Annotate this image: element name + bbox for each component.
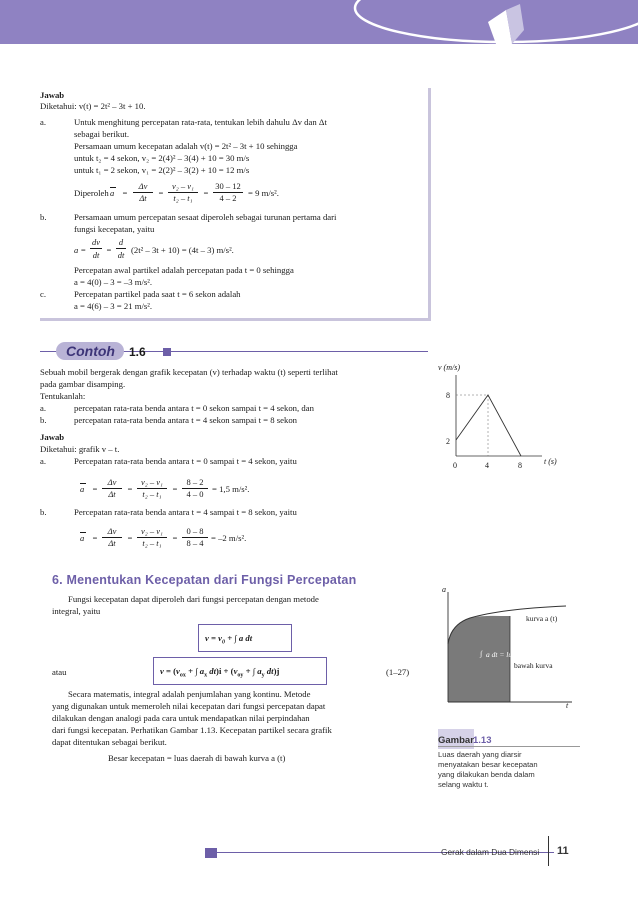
fig-xlabel: t: [566, 701, 569, 710]
footer-divider: [548, 836, 549, 866]
paragraph-line: yang digunakan untuk memeroleh nilai kecepatan dari fungsi percepatan dapat: [52, 701, 326, 711]
caption-line: selang waktu t.: [438, 780, 489, 789]
equation-number: (1–27): [386, 667, 410, 677]
fig-curve-label: kurva a (t): [526, 614, 558, 623]
paragraph-line: dari fungsi kecepatan. Perhatikan Gambar 1.13. Kecepatan partikel secara grafik: [52, 725, 332, 735]
paragraph-line: integral, yaitu: [52, 606, 101, 616]
text-line: a = 4(6) – 3 = 21 m/s².: [74, 301, 153, 311]
fig-area-label-2: bawah kurva: [514, 661, 553, 670]
result-value: = 9 m/s².: [248, 188, 279, 198]
item-label-a: a.: [40, 456, 47, 466]
item-label-a: a.: [40, 403, 47, 413]
caption-line: yang dilakukan benda dalam: [438, 770, 535, 779]
header-decoration: [0, 0, 638, 44]
footer-square-icon: [205, 848, 217, 858]
text-line: untuk t₂ = 4 sekon, v₂ = 2(4)² – 3(4) + 10 = 30 m/s: [74, 153, 250, 163]
derivative-result: (2t² – 3t + 10) = (4t – 3) m/s².: [131, 245, 234, 255]
paragraph-line: Besar kecepatan = luas daerah di bawah kurva a (t): [108, 753, 286, 763]
text-line: Persamaan umum kecepatan adalah v(t) = 2t² – 3t + 10 sehingga: [74, 141, 298, 151]
given-text: Diketahui: grafik v – t.: [40, 444, 120, 454]
vt-ylabel: v (m/s): [438, 363, 460, 372]
caption-label: Gambar: [438, 735, 474, 746]
caption-line: Luas daerah yang diarsir: [438, 750, 522, 759]
question-item: percepatan rata-rata benda antara t = 0 sekon sampai t = 4 sekon, dan: [74, 403, 314, 413]
vt-ytick-2: 2: [446, 437, 450, 446]
fig-integral-sign: ∫: [480, 649, 483, 658]
text-line: a = 4(0) – 3 = –3 m/s².: [74, 277, 153, 287]
item-label-a: a.: [40, 117, 47, 127]
example-number: 1.6: [129, 345, 146, 359]
vt-graph: [436, 360, 566, 480]
item-label-b: b.: [40, 212, 47, 222]
example-label: Contoh: [66, 343, 115, 359]
caption-line: menyatakan besar kecepatan: [438, 760, 538, 769]
fig-area-label-1: a dt = luas daerah di: [486, 650, 550, 659]
section-title: 6. Menentukan Kecepatan dari Fungsi Percepatan: [52, 573, 357, 587]
text-line: untuk t₁ = 2 sekon, v₁ = 2(2)² – 3(2) + 10 = 12 m/s: [74, 165, 250, 175]
paragraph-line: dilakukan dengan analogi pada cara untuk mendapatkan nilai perpindahan: [52, 713, 310, 723]
figure-1-13: [430, 582, 580, 712]
header-banner: [0, 0, 638, 44]
caption-number: 1.13: [473, 735, 492, 746]
answer-heading: Jawab: [40, 90, 65, 100]
text-line: Percepatan awal partikel adalah percepatan pada t = 0 sehingga: [74, 265, 294, 275]
text-line: Persamaan umum percepatan sesaat diperoleh sebagai turunan pertama dari: [74, 212, 337, 222]
answer-item: Percepatan rata-rata benda antara t = 4 sampai t = 8 sekon, yaitu: [74, 507, 297, 517]
vt-line: [456, 395, 521, 456]
formula-integral: $v = v_0$ + ∫ a dt: [205, 633, 253, 646]
given-text: Diketahui: v(t) = 2t² – 3t + 10.: [40, 101, 146, 111]
result-label: Diperoleh: [74, 188, 109, 198]
paragraph-line: Fungsi kecepatan dapat diperoleh dari fungsi percepatan dengan metode: [68, 594, 319, 604]
answer-heading: Jawab: [40, 432, 65, 442]
footer-chapter: Gerak dalam Dua Dimensi: [441, 847, 540, 857]
fig-ylabel: a: [442, 585, 446, 594]
item-label-b: b.: [40, 415, 47, 425]
question-text: pada gambar disamping.: [40, 379, 126, 389]
vt-xlabel: t (s): [544, 457, 557, 466]
formula-components: $v = (v_{ox}$ + ∫ $a_x$ $dt)i + (v_{oy}$ + ∫ $a_y$ dt)j: [160, 666, 280, 679]
result-value: = –2 m/s².: [211, 533, 247, 543]
item-label-b: b.: [40, 507, 47, 517]
vt-xtick-0: 0: [453, 461, 457, 470]
vt-xtick-8: 8: [518, 461, 522, 470]
text-line: Percepatan partikel pada saat t = 6 sekon adalah: [74, 289, 241, 299]
vt-ytick-8: 8: [446, 391, 450, 400]
question-text: Sebuah mobil bergerak dengan grafik kecepatan (v) terhadap waktu (t) seperti terlihat: [40, 367, 338, 377]
atau-label: atau: [52, 667, 67, 677]
caption-rule: [438, 746, 580, 747]
paragraph-line: Secara matematis, integral adalah penjumlahan yang kontinu. Metode: [68, 689, 311, 699]
result-value: = 1,5 m/s².: [212, 484, 250, 494]
vt-xtick-4: 4: [485, 461, 489, 470]
page-number: 11: [557, 845, 569, 857]
square-marker-icon: [163, 348, 171, 356]
text-line: sebagai berikut.: [74, 129, 130, 139]
text-line: Untuk menghitung percepatan rata-rata, tentukan lebih dahulu Δv dan Δt: [74, 117, 327, 127]
question-item: percepatan rata-rata benda antara t = 4 sekon sampai t = 8 sekon: [74, 415, 298, 425]
paragraph-line: dapat ditentukan sebagai berikut.: [52, 737, 167, 747]
answer-item: Percepatan rata-rata benda antara t = 0 sampai t = 4 sekon, yaitu: [74, 456, 297, 466]
question-text: Tentukanlah:: [40, 391, 86, 401]
item-label-c: c.: [40, 289, 47, 299]
text-line: fungsi kecepatan, yaitu: [74, 224, 155, 234]
